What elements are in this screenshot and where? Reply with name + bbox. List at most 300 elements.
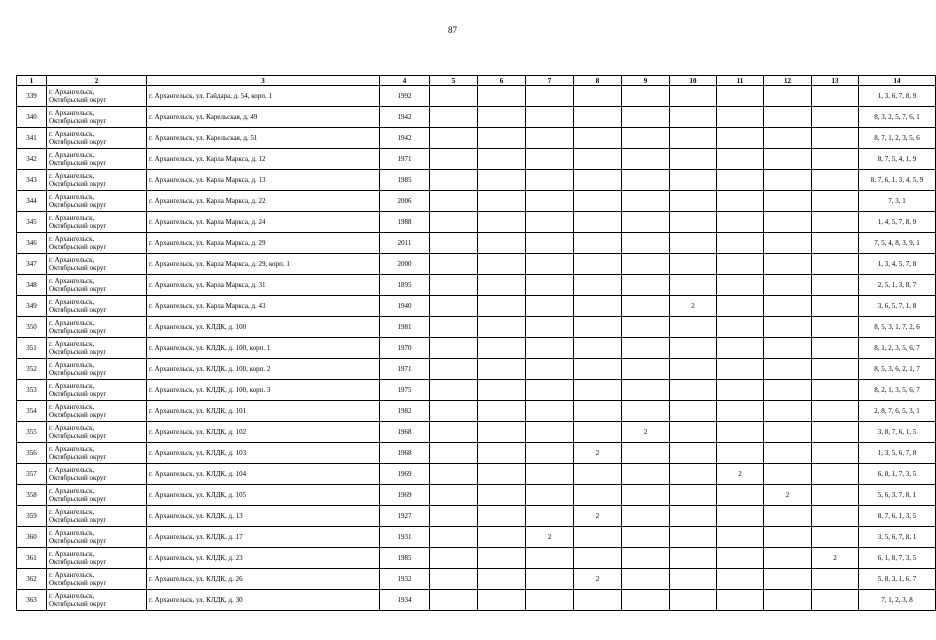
address-cell: г. Архангельск, ул. Карла Маркса, д. 22 (147, 191, 380, 212)
address-cell: г. Архангельск, ул. Карла Маркса, д. 43 (147, 296, 380, 317)
location-cell: г. Архангельск, Октябрьский округ (47, 506, 147, 527)
col5-cell (430, 233, 478, 254)
col11-cell (717, 338, 764, 359)
address-cell: г. Архангельск, ул. Карла Маркса, д. 13 (147, 170, 380, 191)
year-cell: 1975 (380, 380, 430, 401)
col7-cell (526, 380, 574, 401)
col12-cell (764, 191, 812, 212)
row-number: 360 (17, 527, 47, 548)
col5-cell (430, 548, 478, 569)
col12-cell (764, 296, 812, 317)
col13-cell (812, 401, 859, 422)
col12-cell (764, 422, 812, 443)
column-header-2: 2 (47, 76, 147, 86)
col7-cell (526, 485, 574, 506)
col5-cell (430, 401, 478, 422)
col14-cell: 1, 4, 5, 7, 8, 9 (859, 212, 936, 233)
column-header-1: 1 (17, 76, 47, 86)
col8-cell (574, 128, 622, 149)
col13-cell (812, 296, 859, 317)
col6-cell (478, 527, 526, 548)
col7-cell (526, 401, 574, 422)
col9-cell (622, 359, 670, 380)
col10-cell (670, 548, 717, 569)
col12-cell (764, 107, 812, 128)
year-cell: 1968 (380, 422, 430, 443)
col13-cell (812, 443, 859, 464)
col5-cell (430, 107, 478, 128)
col7-cell (526, 170, 574, 191)
col8-cell (574, 527, 622, 548)
col7-cell (526, 338, 574, 359)
col14-cell: 6, 8, 1, 7, 3, 5 (859, 464, 936, 485)
col9-cell (622, 569, 670, 590)
col9-cell (622, 254, 670, 275)
col8-cell (574, 359, 622, 380)
col5-cell (430, 275, 478, 296)
col6-cell (478, 254, 526, 275)
location-cell: г. Архангельск, Октябрьский округ (47, 569, 147, 590)
location-cell: г. Архангельск, Октябрьский округ (47, 359, 147, 380)
col7-cell (526, 233, 574, 254)
col14-cell: 8, 7, 1, 2, 3, 5, 6 (859, 128, 936, 149)
col11-cell (717, 170, 764, 191)
col7-cell (526, 107, 574, 128)
col11-cell (717, 443, 764, 464)
col10-cell (670, 569, 717, 590)
address-cell: г. Архангельск, ул. Карла Маркса, д. 29, корп. 1 (147, 254, 380, 275)
year-cell: 1992 (380, 86, 430, 107)
col12-cell (764, 548, 812, 569)
col9-cell (622, 275, 670, 296)
row-number: 363 (17, 590, 47, 611)
col12-cell (764, 254, 812, 275)
column-header-3: 3 (147, 76, 380, 86)
col10-cell (670, 464, 717, 485)
col6-cell (478, 359, 526, 380)
col9-cell (622, 191, 670, 212)
year-cell: 1895 (380, 275, 430, 296)
table-row (17, 338, 936, 359)
col9-cell (622, 548, 670, 569)
row-number: 347 (17, 254, 47, 275)
col13-cell (812, 464, 859, 485)
col13-cell (812, 107, 859, 128)
row-number: 339 (17, 86, 47, 107)
col13-cell (812, 485, 859, 506)
page-number: 87 (448, 25, 457, 35)
row-number: 340 (17, 107, 47, 128)
address-cell: г. Архангельск, ул. КЛДК, д. 17 (147, 527, 380, 548)
col6-cell (478, 296, 526, 317)
col5-cell (430, 296, 478, 317)
col12-cell (764, 464, 812, 485)
col12-cell (764, 128, 812, 149)
row-number: 344 (17, 191, 47, 212)
col9-cell (622, 590, 670, 611)
column-header-12: 12 (764, 76, 812, 86)
col8-cell (574, 275, 622, 296)
col8-cell (574, 590, 622, 611)
address-cell: г. Архангельск, ул. Карельская, д. 49 (147, 107, 380, 128)
col8-cell (574, 212, 622, 233)
col6-cell (478, 191, 526, 212)
col8-cell: 2 (574, 569, 622, 590)
col12-cell (764, 359, 812, 380)
col13-cell (812, 170, 859, 191)
row-number: 351 (17, 338, 47, 359)
row-number: 352 (17, 359, 47, 380)
col8-cell (574, 548, 622, 569)
col10-cell (670, 212, 717, 233)
col11-cell (717, 359, 764, 380)
col11-cell (717, 401, 764, 422)
col9-cell (622, 149, 670, 170)
col14-cell: 5, 6, 3, 7, 8, 1 (859, 485, 936, 506)
col14-cell: 3, 8, 7, 6, 1, 5 (859, 422, 936, 443)
col13-cell (812, 338, 859, 359)
table-row (17, 485, 936, 506)
col11-cell (717, 485, 764, 506)
col12-cell (764, 380, 812, 401)
col11-cell (717, 212, 764, 233)
table-row (17, 527, 936, 548)
col13-cell (812, 254, 859, 275)
col13-cell (812, 380, 859, 401)
col9-cell (622, 317, 670, 338)
col12-cell (764, 443, 812, 464)
column-header-8: 8 (574, 76, 622, 86)
col10-cell (670, 254, 717, 275)
col11-cell (717, 233, 764, 254)
col10-cell (670, 338, 717, 359)
col12-cell (764, 233, 812, 254)
col7-cell (526, 317, 574, 338)
col9-cell (622, 212, 670, 233)
col11-cell (717, 380, 764, 401)
address-cell: г. Архангельск, ул. Карла Маркса, д. 31 (147, 275, 380, 296)
table-row (17, 401, 936, 422)
year-cell: 1969 (380, 485, 430, 506)
col7-cell (526, 506, 574, 527)
col13-cell (812, 191, 859, 212)
col12-cell (764, 338, 812, 359)
col7-cell (526, 149, 574, 170)
row-number: 343 (17, 170, 47, 191)
col11-cell (717, 296, 764, 317)
col8-cell (574, 338, 622, 359)
col9-cell (622, 233, 670, 254)
address-cell: г. Архангельск, ул. КЛДК, д. 103 (147, 443, 380, 464)
col9-cell (622, 296, 670, 317)
col14-cell: 8, 2, 1, 3, 5, 6, 7 (859, 380, 936, 401)
col14-cell: 2, 5, 1, 3, 8, 7 (859, 275, 936, 296)
row-number: 357 (17, 464, 47, 485)
table-row (17, 233, 936, 254)
col10-cell (670, 359, 717, 380)
col9-cell (622, 506, 670, 527)
col9-cell (622, 380, 670, 401)
col11-cell (717, 128, 764, 149)
col11-cell (717, 506, 764, 527)
address-cell: г. Архангельск, ул. КЛДК, д. 26 (147, 569, 380, 590)
address-cell: г. Архангельск, ул. КЛДК, д. 100 (147, 317, 380, 338)
col13-cell (812, 527, 859, 548)
col13-cell (812, 212, 859, 233)
col12-cell (764, 401, 812, 422)
location-cell: г. Архангельск, Октябрьский округ (47, 548, 147, 569)
col5-cell (430, 317, 478, 338)
col12-cell (764, 170, 812, 191)
col8-cell (574, 401, 622, 422)
row-number: 350 (17, 317, 47, 338)
col11-cell (717, 422, 764, 443)
row-number: 361 (17, 548, 47, 569)
col10-cell (670, 191, 717, 212)
col14-cell: 7, 1, 2, 3, 8 (859, 590, 936, 611)
col6-cell (478, 338, 526, 359)
col6-cell (478, 275, 526, 296)
column-header-6: 6 (478, 76, 526, 86)
col5-cell (430, 485, 478, 506)
year-cell: 1970 (380, 338, 430, 359)
col6-cell (478, 506, 526, 527)
address-cell: г. Архангельск, ул. КЛДК, д. 100, корп. 2 (147, 359, 380, 380)
location-cell: г. Архангельск, Октябрьский округ (47, 443, 147, 464)
column-header-11: 11 (717, 76, 764, 86)
column-header-9: 9 (622, 76, 670, 86)
address-cell: г. Архангельск, ул. Карла Маркса, д. 29 (147, 233, 380, 254)
col9-cell: 2 (622, 422, 670, 443)
col5-cell (430, 464, 478, 485)
row-number: 354 (17, 401, 47, 422)
col11-cell (717, 107, 764, 128)
row-number: 348 (17, 275, 47, 296)
address-cell: г. Архангельск, ул. КЛДК, д. 23 (147, 548, 380, 569)
col11-cell: 2 (717, 464, 764, 485)
table-row (17, 191, 936, 212)
col7-cell (526, 359, 574, 380)
col13-cell (812, 317, 859, 338)
table-row (17, 590, 936, 611)
col7-cell (526, 464, 574, 485)
col7-cell (526, 569, 574, 590)
row-number: 346 (17, 233, 47, 254)
table-row (17, 212, 936, 233)
location-cell: г. Архангельск, Октябрьский округ (47, 464, 147, 485)
location-cell: г. Архангельск, Октябрьский округ (47, 527, 147, 548)
col12-cell (764, 212, 812, 233)
col10-cell (670, 86, 717, 107)
address-cell: г. Архангельск, ул. КЛДК, д. 101 (147, 401, 380, 422)
col6-cell (478, 590, 526, 611)
location-cell: г. Архангельск, Октябрьский округ (47, 275, 147, 296)
address-cell: г. Архангельск, ул. Карельская, д. 51 (147, 128, 380, 149)
location-cell: г. Архангельск, Октябрьский округ (47, 590, 147, 611)
col14-cell: 8, 7, 5, 4, 1, 9 (859, 149, 936, 170)
table-row (17, 359, 936, 380)
location-cell: г. Архангельск, Октябрьский округ (47, 485, 147, 506)
address-cell: г. Архангельск, ул. КЛДК, д. 13 (147, 506, 380, 527)
col6-cell (478, 443, 526, 464)
col6-cell (478, 485, 526, 506)
location-cell: г. Архангельск, Октябрьский округ (47, 401, 147, 422)
year-cell: 1931 (380, 527, 430, 548)
col8-cell (574, 296, 622, 317)
table-row (17, 254, 936, 275)
year-cell: 2006 (380, 191, 430, 212)
col14-cell: 2, 8, 7, 6, 5, 3, 1 (859, 401, 936, 422)
table-row (17, 149, 936, 170)
location-cell: г. Архангельск, Октябрьский округ (47, 233, 147, 254)
location-cell: г. Архангельск, Октябрьский округ (47, 296, 147, 317)
col9-cell (622, 128, 670, 149)
col9-cell (622, 485, 670, 506)
col10-cell (670, 275, 717, 296)
col13-cell (812, 149, 859, 170)
col5-cell (430, 380, 478, 401)
location-cell: г. Архангельск, Октябрьский округ (47, 317, 147, 338)
col12-cell (764, 149, 812, 170)
col13-cell (812, 86, 859, 107)
col8-cell (574, 233, 622, 254)
col14-cell: 3, 6, 5, 7, 1, 8 (859, 296, 936, 317)
table-row (17, 422, 936, 443)
location-cell: г. Архангельск, Октябрьский округ (47, 338, 147, 359)
col8-cell: 2 (574, 506, 622, 527)
col6-cell (478, 107, 526, 128)
col14-cell: 8, 7, 6, 1, 3, 4, 5, 9 (859, 170, 936, 191)
col5-cell (430, 506, 478, 527)
col6-cell (478, 149, 526, 170)
year-cell: 1932 (380, 569, 430, 590)
year-cell: 1988 (380, 212, 430, 233)
row-number: 341 (17, 128, 47, 149)
col14-cell: 8, 5, 3, 6, 2, 1, 7 (859, 359, 936, 380)
table-row (17, 296, 936, 317)
col5-cell (430, 527, 478, 548)
col13-cell (812, 590, 859, 611)
address-cell: г. Архангельск, ул. Карла Маркса, д. 12 (147, 149, 380, 170)
col13-cell (812, 128, 859, 149)
col7-cell (526, 296, 574, 317)
col12-cell (764, 86, 812, 107)
year-cell: 1982 (380, 401, 430, 422)
address-cell: г. Архангельск, ул. Гайдара, д. 54, корп. 1 (147, 86, 380, 107)
col10-cell (670, 107, 717, 128)
year-cell: 1934 (380, 590, 430, 611)
year-cell: 1942 (380, 107, 430, 128)
row-number: 362 (17, 569, 47, 590)
col10-cell (670, 506, 717, 527)
column-header-5: 5 (430, 76, 478, 86)
table-row (17, 317, 936, 338)
col7-cell (526, 254, 574, 275)
col8-cell (574, 380, 622, 401)
col5-cell (430, 86, 478, 107)
col10-cell (670, 380, 717, 401)
col6-cell (478, 212, 526, 233)
row-number: 345 (17, 212, 47, 233)
column-header-13: 13 (812, 76, 859, 86)
col11-cell (717, 590, 764, 611)
col11-cell (717, 191, 764, 212)
col5-cell (430, 170, 478, 191)
col8-cell (574, 191, 622, 212)
col10-cell (670, 443, 717, 464)
col12-cell: 2 (764, 485, 812, 506)
table-row (17, 464, 936, 485)
col6-cell (478, 170, 526, 191)
col5-cell (430, 338, 478, 359)
address-cell: г. Архангельск, ул. Карла Маркса, д. 24 (147, 212, 380, 233)
col7-cell (526, 212, 574, 233)
col11-cell (717, 527, 764, 548)
col14-cell: 1, 3, 5, 6, 7, 8 (859, 443, 936, 464)
col10-cell (670, 233, 717, 254)
column-header-4: 4 (380, 76, 430, 86)
col8-cell (574, 254, 622, 275)
col8-cell (574, 317, 622, 338)
year-cell: 1940 (380, 296, 430, 317)
year-cell: 1981 (380, 317, 430, 338)
col11-cell (717, 254, 764, 275)
col14-cell: 7, 3, 1 (859, 191, 936, 212)
row-number: 349 (17, 296, 47, 317)
col12-cell (764, 506, 812, 527)
table-row (17, 569, 936, 590)
col8-cell (574, 86, 622, 107)
col13-cell (812, 275, 859, 296)
col10-cell (670, 422, 717, 443)
col8-cell (574, 464, 622, 485)
header-row (17, 76, 936, 86)
col10-cell (670, 590, 717, 611)
data-table (16, 75, 936, 611)
address-cell: г. Архангельск, ул. КЛДК, д. 104 (147, 464, 380, 485)
col6-cell (478, 128, 526, 149)
col9-cell (622, 464, 670, 485)
col9-cell (622, 401, 670, 422)
col9-cell (622, 443, 670, 464)
row-number: 358 (17, 485, 47, 506)
address-cell: г. Архангельск, ул. КЛДК, д. 100, корп. 3 (147, 380, 380, 401)
year-cell: 1942 (380, 128, 430, 149)
col12-cell (764, 275, 812, 296)
year-cell: 1969 (380, 464, 430, 485)
col8-cell (574, 149, 622, 170)
col5-cell (430, 191, 478, 212)
location-cell: г. Архангельск, Октябрьский округ (47, 380, 147, 401)
col5-cell (430, 569, 478, 590)
row-number: 356 (17, 443, 47, 464)
col9-cell (622, 107, 670, 128)
col14-cell: 8, 1, 2, 3, 5, 6, 7 (859, 338, 936, 359)
table-row (17, 107, 936, 128)
col5-cell (430, 590, 478, 611)
col8-cell (574, 170, 622, 191)
col11-cell (717, 548, 764, 569)
location-cell: г. Архангельск, Октябрьский округ (47, 128, 147, 149)
location-cell: г. Архангельск, Октябрьский округ (47, 422, 147, 443)
col5-cell (430, 422, 478, 443)
col14-cell: 1, 3, 4, 5, 7, 8 (859, 254, 936, 275)
location-cell: г. Архангельск, Октябрьский округ (47, 86, 147, 107)
col6-cell (478, 317, 526, 338)
col7-cell (526, 443, 574, 464)
col7-cell (526, 275, 574, 296)
col13-cell (812, 359, 859, 380)
